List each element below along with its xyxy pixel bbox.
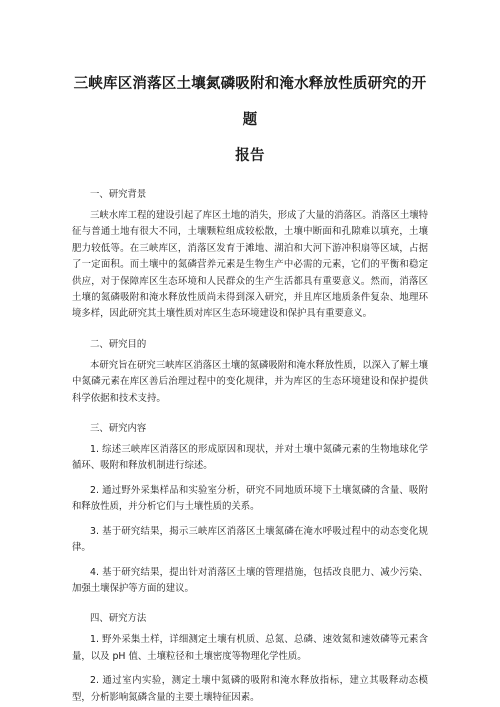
purpose-paragraph: 本研究旨在研究三峡库区消落区土壤的氮磷吸附和淹水释放性质，以深入了解土壤中氮磷元素在库区善后治理过程中的变化规律，并为库区的生态环境建设和保护提供科学依据和技术支持。 xyxy=(72,359,428,404)
content-item-2: 2. 通过野外采集样品和实验室分析，研究不同地质环境下土壤氮磷的含量、吸附和释放性质，并分析它们与土壤性质的关系。 xyxy=(72,484,428,513)
section-heading-purpose: 二、研究目的 xyxy=(90,338,147,350)
content-item-4: 4. 基于研究结果，提出针对消落区土壤的管理措施，包括改良肥力、减少污染、加强土壤保护等方面的建议。 xyxy=(72,566,428,594)
background-paragraph: 三峡水库工程的建设引起了库区土地的消失，形成了大量的消落区。消落区土壤特征与普通土地有很大不同，土壤颗粒组成较松散，土壤中断面和孔隙难以填充，土壤肥力较低等。在三峡库区，消落区发育于滩地、湖泊和大河下游冲积扇等区域，占据了一定面积。而土壤中的氮磷营养元素是生物生产中必需的元素，它们的平衡和稳定供应，对于保障库区生态环境和人民群众的生产生活都具有重要意义。然而，消落区土壤的氮磷吸附和淹水释放性质尚未得到深入研究，并且库区地质条件复杂、地理环境多样，因此研究其土壤性质对库区生态环境建设和保护具有重要意义。 xyxy=(72,210,428,320)
document-body xyxy=(72,181,428,706)
section-heading-content: 三、研究内容 xyxy=(90,423,147,435)
method-item-2: 2. 通过室内实验，测定土壤中氮磷的吸附和淹水释放指标，建立其吸释动态模型，分析影响氮磷含量的主要土壤特征因素。 xyxy=(72,675,428,703)
section-heading-methods: 四、研究方法 xyxy=(90,613,147,625)
content-item-3: 3. 基于研究结果，揭示三峡库区消落区土壤氮磷在淹水呼吸过程中的动态变化规律。 xyxy=(72,525,428,554)
content-item-1: 1. 综述三峡库区消落区的形成原因和现状，并对土壤中氮磷元素的生物地球化学循环、吸附和释放机制进行综述。 xyxy=(72,444,428,472)
method-item-1: 1. 野外采集土样，详细测定土壤有机质、总氮、总磷、速效氮和速效磷等元素含量，以及 pH 值、土壤粒径和土壤密度等物理化学性质。 xyxy=(72,634,428,662)
document-title xyxy=(72,0,428,174)
section-heading-background: 一、研究背景 xyxy=(90,189,147,200)
title-line-1: 三峡库区消落区土壤氮磷吸附和淹水释放性质研究的开题 xyxy=(73,76,427,128)
title-line-2: 报告 xyxy=(235,148,265,164)
